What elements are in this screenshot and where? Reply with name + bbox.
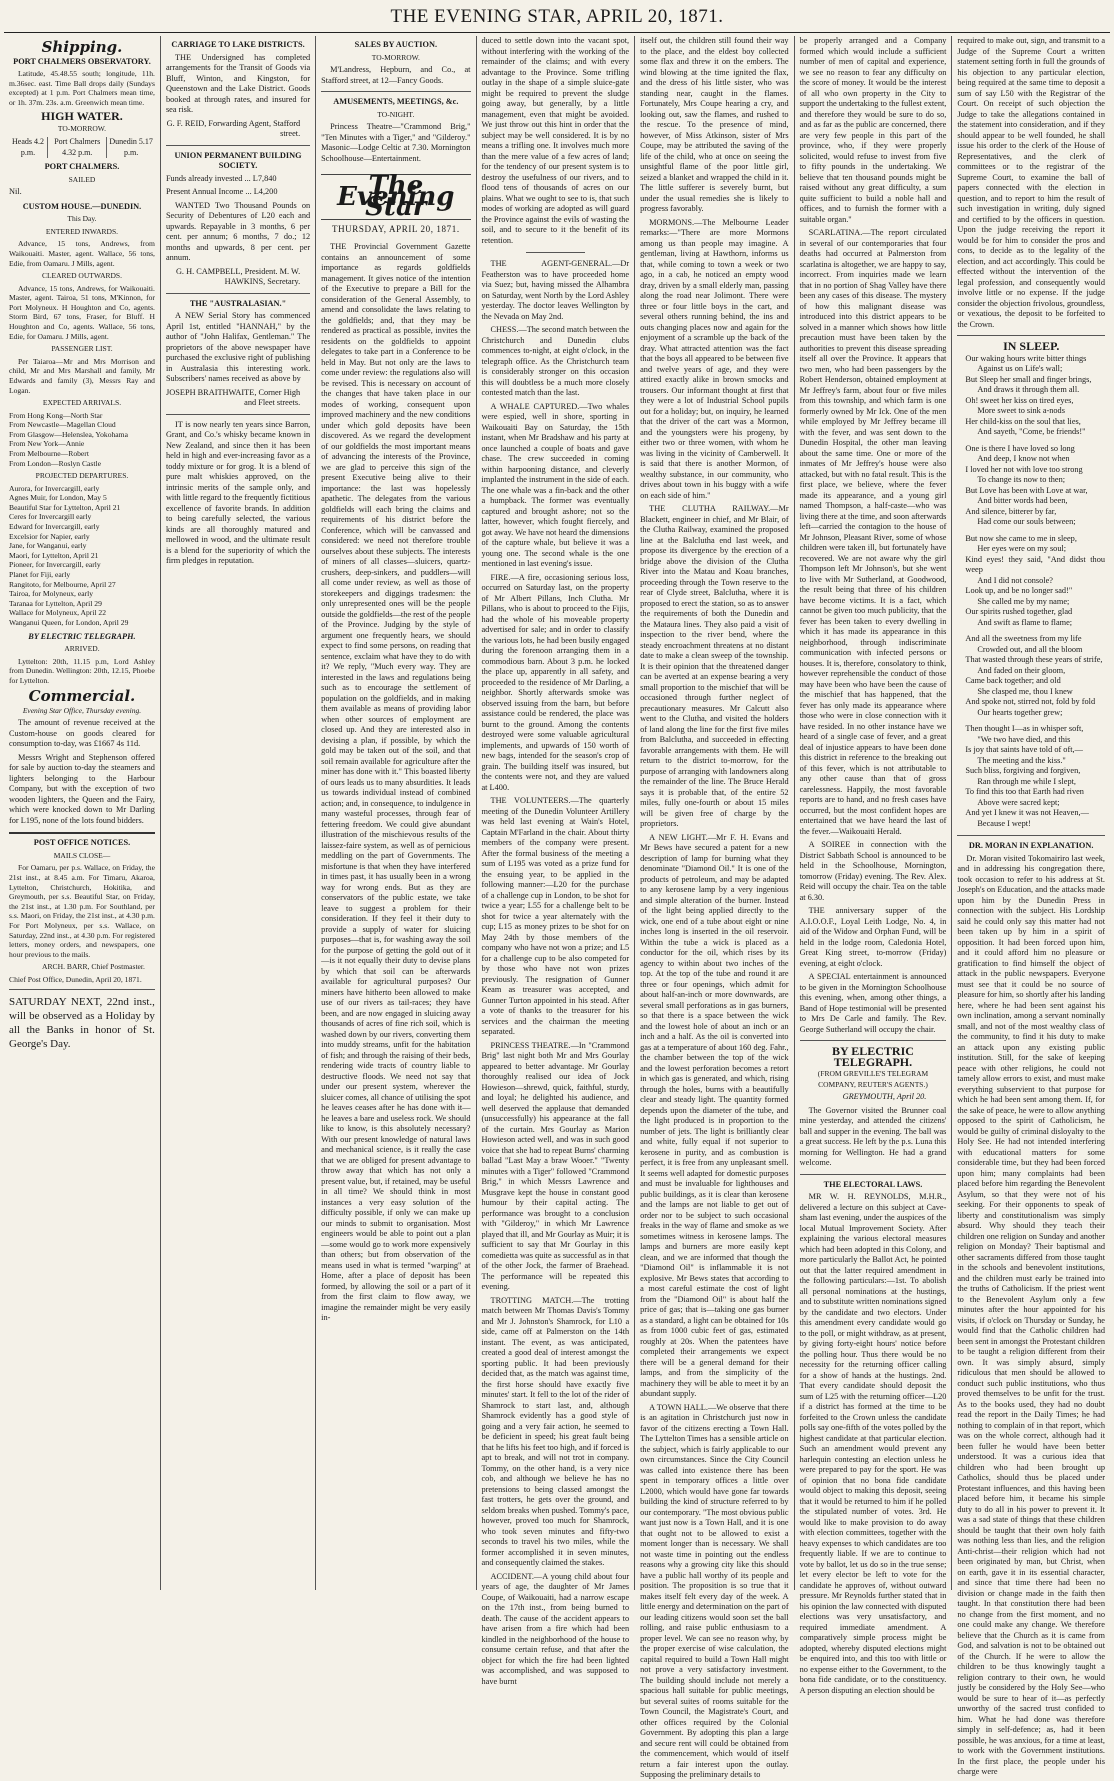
telegraph-source: (FROM GREVILLE'S TELEGRAM COMPANY, REUTER'S AGENTS.) [817,1069,929,1089]
telegraph-dateline: GREYMOUTH, April 20. [842,1092,927,1101]
list-item: From New York—Annie [9,439,85,449]
soiree-paragraph: A SOIREE in connection with the District Sabbath School is announced to be held in the Schoolhouse, Mornington, tomorrow (Friday) evening. The Rev. Alex. Reid will occupy the chair. Tea on the table at 6.30. [799,840,947,902]
inwards-heading: ENTERED INWARDS. [45,226,118,236]
whale-paragraph: A WHALE CAPTURED.—Two whales were espied, well in shore, sporting in Waikouaiti Bay on Saturday, the 15th instant, when Mr Bradshaw and his party at once launched a couple of boats and gave chase. The crew succeeded in coming within harpooning distance, and cleverly implanted the instrument in the side of each. The one whale was a fin-back and the other a humpback. The former was eventually captured and brought ashore; not so the latter, however, which fought fiercely, and got away. We have not heard the dimensions of the capture whale, but believe it was a young one. The second whale is the one mentioned in last evening's issue. [481,401,630,568]
sailed-heading: PORT CHALMERS. [44,162,120,172]
poem-stanza [957,534,1105,629]
divider [957,335,1105,336]
poem-line: Oh! sweet her kiss on tired eyes, [965,395,1074,405]
telegraph-text: The Governor visited the Brunner coal mine yesterday, and attended the citizens' ball and supper in the evening. The ball was a great success. He left by the p.s. Luna this morning for Wellington. He had a grand welcome. [799,1105,947,1167]
list-item: Wallace for Molyneux, April 22 [9,608,107,618]
column-2 [161,36,316,1590]
poem-line: But Sleep her small and finger brings, [965,374,1092,384]
fire-paragraph: FIRE.—A fire, occasioning serious loss, occurred on Saturday last, on the property of Mr Albert Pillans, Inch Clutha. Mr Pillans, who is about to proceed to the Fijis, had the whole of his moveable property advertised for sale; and in order to classify the various lots, he had been busily engaged during the forenoon arranging them in a commodious barn. About 3 p.m. he locked the place up, apparently in all safety, and proceeded to the residence of Mr Darling, a neighbor. Shortly afterwards smoke was observed issuing from the barn, but before assistance could be rendered, the place was burnt to the ground. Among the contents destroyed were some valuable agricultural implements, and upwards of 150 worth of new bags, intended for the season's crop of grain. The building itself was insured, but the contents were not, and they are valued at L400. [481,572,630,792]
tide-sub: TO-MORROW. [57,123,107,133]
post-signature: ARCH. BARR, Chief Postmaster. [41,962,145,972]
commercial-paragraph: Messrs Wright and Stephenson offered for sale by auction to-day the steamers and lighters belonging to the Harbour Company, but with the exception of two wooden lighters, the Queen and the Fairy, which were knocked down to Mr Darling for L195, none of the lots found bidders. [9,752,155,825]
poem-line: Had come our souls between; [977,517,1076,526]
list-item: Wanganui Queen, for London, April 29 [9,617,129,627]
poem-line: And draws it through them all. [977,385,1080,394]
list-item: From Hong Kong—North Star [9,410,103,420]
poem-line: And spoke not, stirred not, fold by fold [965,697,1096,706]
list-item: Jane, for Wanganui, early [9,541,87,551]
moran-text: Dr. Moran visited Tokomairiro last week, and in addressing his congregation there, took occasion to refer to his address at St. Joseph's on Education, and the attacks made upon him by the Dunedin Press in connection with the subject. His Lordship said he could only say this matter had not been taken up by him in a spirit of opposition. It had been forced upon him, and it could afford him no pleasure or gratification to find himself the object of attack in the public newspapers. Everyone must see that it could be no source of pleasure for him, so shortly after his landing here, where he had been sent against his own inclination, among a servant nominally small, and not of the most wealthy class of the community, to find it his duty to make an attack upon any existing public institution. Still, for the sake of keeping peace with other religions, he could not tamely allow errors to exist, and must make everything subservient to that purpose for which he had been sent among them. If, for the sake of peace, he were to allow anything opposed to the spirit of Catholicism, he would be guilty of criminal disloyalty to the Holy See. He had not intended interfering with educational matters for some considerable time, but they had been forced upon him; many complaints had been placed before him regarding the Benevolent Asylum, so that they were not of his seeking. For their opponents to speak of liberty and constitutionalism was simply absurd. Why should they teach their children one religion on Sunday and another religion on Monday? Their baptismal and other sacraments differed from those taught in the schools and benevolent institutions, and the children must early be trained into the truths of Catholicism. If the priest went to the Benevolent Asylum only a few minutes after the hour appointed for his visits, if o'clock on Thursday or Sunday, he would find that the Catholic children had been sent in amongst the Protestant children to be taught a religion different from their own. It was simply absurd, simply ridiculous that men should be allowed to conduct such public institutions, who thus proved themselves to be unfit for the trust. As to the books used, they had no doubt read the report in the Daily Times; he had nothing to complain of in that report, which was on the whole correct, although had it been fuller he would have been better understood. It was a curious idea that children who had been brought up Catholics, should thus be placed under Protestant influences, and this having been placed before him, it became his simple duty to do all in his power to prevent it. It was a sad state of things that these children should be taught that their own holy faith was nothing less than lies, and the religion Anti-christ—their religion which had not been originated by man, but Christ, when on earth, gave it in its essential character, and since that time there had been no division or change made in the faith then taught. In that constitution there had been no change from the first moment, and no one could make any change. We therefore believe that the Church as it is came from God, and salvation is not to be obtained out of the Church. If he were to allow the children to be thus knowingly taught a religion contrary to their own, he would justly be considered by the Holy See—who would be sure to hear of it—as perfectly unworthy of the sacred trust confided to him. What he had done was therefore simply in self-defence; as, had it been possible, he was anxious, for a time at least, to work with the Government institutions. In the first place, the people under his charge were [957,853,1105,1776]
poem-line: That wasted through these years of strife, [965,655,1103,664]
poem-line: Against us on Life's wall; [977,364,1063,373]
carriage-heading: CARRIAGE TO LAKE DISTRICTS. [171,40,305,49]
amusements-sub: TO-NIGHT. [377,109,415,119]
poem-line: Crowded out, and all the bloom [977,644,1083,654]
carriage-signature: G. F. REID, Forwarding Agent, Stafford street. [166,118,301,138]
carriage-text: THE Undersigned has completed arrangements for the Transit of Goods via Bluff, Winton, and Kingston, for Queenstown and the Lake District. Goods booked at through rates, and insured for sea risk. [165,52,311,114]
mormons-paragraph: MORMONS.—The Melbourne Leader remarks:—"There are more Mormons among us than people may imagine. A gentleman, living at Hawthorn, informs us that, while coming to town a week or two ago, in a cab, he noticed an empty wood dray, driven by a small elderly man, passing along the road near Jolimont. There were three or four little boys in the cart, and several others running behind, the ins and outs changing places now and again for the enjoyment of a scramble up the back of the dray. What attracted attention was the fact that the boys all appeared to be between five and twelve years of age, and they were attired exactly alike in brown smocks and trousers. Our informant thought at first that they were a lot of Industrial School pupils out for a holiday; but, on inquiry, he learned that the driver of the cart was a Mormon, and the youngsters were his progeny, by either two or three women, with whom he was living in the vicinity of Camberwell. It is said that there is another Mormon, of wealthy substance, in our community, who drives about town in his buggy with a wife on each side of him." [640,217,789,500]
town-hall-paragraph: A TOWN HALL.—We observe that there is an agitation in Christchurch just now in favor of the citizens erecting a Town Hall. The Lyttelton Times has a sensible article on the subject, which is fairly applicable to our own circumstances. Since the City Council was called into existence there has been spent in temporary offices a little over L2000, which would have gone far towards building the kind of structure referred to by our contemporary. "The most obvious public want just now is a Town Hall, and it is one that ought not to be allowed to exist a moment longer than is necessary. We shall not waste time in pointing out the endless reasons why a growing city like this should have a public hall worthy of its people and position. The proposition is so true that it makes itself felt every day of the week. A little energy and determination on the part of our leading citizens would soon set the ball rolling, and raise public enthusiasm to a proper level. We can see no reason why, by the proper exercise of wise calculation, the capital required to build a Town Hall might not prove a very satisfactory investment. The building should include not merely a spacious hall suitable for public meetings, but several suites of rooms suitable for the Town Council, the Magistrate's Court, and other offices required by the Colonial Government. By adopting this plan a large and secure rent will could be obtained from the commencement, which would of itself return a fair interest upon the outlay. Supposing the preliminary details to [640,1402,789,1779]
list-item: Ceres for Invercargill early [9,512,92,522]
poem-line: Our hearts together grew; [977,707,1063,717]
poem-line: But Love has been with Love at war, [965,485,1088,495]
poem-line: Because I wept! [977,818,1031,828]
whisky-advert: IT is now nearly ten years since Barron, Grant, and Co.'s whisky became known in New Zealand, and since then it has been held in high and ever-increasing favor as a toddy mixture or for grog. It is a blend of pure malt whiskies approved, on the intrinsic merits of the sample only, and with little regard to the frequently fictitious excellence of favorite brands. In addition to being carefully selected, the various kinds are all thoroughly matured and mellowed in wood, and the ultimate result is a blend for the superiority of which the firm pledges in reputation. [165,419,311,565]
theatre-paragraph: PRINCESS THEATRE.—In "Crammond Brig" last night both Mr and Mrs Gourlay appeared to better advantage. Mr Gourlay thoroughly realised our idea of Jock Howieson—shrewd, quick, faithful, sturdy, and loyal; he delighted his audience, and well deserved the applause that demanded (unsuccessfully) his appearance at the fall of the curtain. Mrs Gourlay as Marion Howieson acted well, and was in such good voice that she had to repeat Burns' charming ballad "Last May a braw Wooer." "Twenty minutes with a Tiger" followed "Crammond Brig," in which Messrs Lawrence and Musgrave kept the house in constant good humour by their capital acting. The performance was brought to a conclusion with "Gilderoy," in which Mr Lawrence played that ill, and Mr Gourlay as Muir; it is sufficient to say that Mr Gourlay in this comedietta was quite as successful as in that of the other Jock, the farmer of Braehead. The performance will be repeated this evening. [481,1040,630,1291]
masthead: THE EVENING STAR, APRIL 20, 1871. [390,6,724,27]
poem-line: Her child-kiss on the soul that lies, [965,416,1081,426]
columns [4,36,1110,1779]
clutha-railway-paragraph: THE CLUTHA RAILWAY.—Mr Blackett, engineer in chief, and Mr Blair, of the Clutha Railway, examined the proposed line at the Balclutha end last week, and propose its divergence by the erection of a bridge above the division of the Clutha River into the Matau and Koau branches, proceeding through the Town reserve to the rear of Clyde street, Balclutha, where it is proposed to erect the station, so as to answer the requirements of both the Dunedin and the Mataura lines. They also paid a visit of inspection to the river bend, where the steady encroachment threatens at no distant date to make a clean sweep of the township. It is their opinion that the threatened danger can be averted at an expense bearing a very small proportion to the mischief that will be occasioned through further neglect of precautionary measures. Mr Calcutt also went to the Clutha, and visited the holders of land along the line for the first five miles from Balclutha, and succeeded in effecting favorable arrangements with them. He will return to the district to-morrow, for the purpose of arranging with landowners along the remainder of the line. The Bruce Herald says it is probable that, of the entire 52 miles, fully one-fourth or about 15 miles will be given free of charge by the proprietors. [640,504,789,828]
poem-line: Then thought I—as in whisper soft, [965,724,1084,733]
poem-line: Look up, and be no longer sad!" [965,586,1073,595]
poem-line: And all the sweetness from my life [965,634,1082,643]
poem-heading: IN SLEEP. [1003,339,1060,353]
poem-stanza [957,724,1105,829]
column-6 [795,36,953,1695]
departures-heading: PROJECTED DEPARTURES. [35,471,129,481]
list-item: From Newcastle—Magellan Cloud [9,420,116,430]
post-text: For Oamaru, per p.s. Wallace, on Friday, the 21st inst., at 8.45 a.m. For Timaru, Akaroa, Lyttelton, Christchurch, Hokitika, and Greymouth, per s.s. Beautiful Star, on Friday, the 21st inst., at 1.30 p.m. For Southland, per s.s. Maori, on Friday, the 21st inst., at 4.30 p.m. For Port Molyneux, per s.s. Wallace, on Saturday, 22nd inst., at 4.30 p.m. For registered letters, money orders, and newspapers, one hour previous to the mails. [9,863,155,959]
accident-continued: itself out, the children still found their way to the place, and the eldest boy collected some flax and threw it on the embers. The wind blowing at the time ignited the flax, and the dress of his little sister, who was standing near, caught in the flames. Fortunately, Mrs Coupe hearing a cry, and looking out, saw the flames, and rushed to the rescue. To the presence of mind, however, of Miss Atkinson, sister of Mrs Coupe, may be attributed the saving of the life of the child, who at once on seeing the unsightful flame of the poor little girl, seized a blanket and wrapped the child in it. The little sufferer is severely burnt, but under the usual remedies she is likely to progress favorably. [640,36,789,213]
poem-line: She clasped me, thou I knew [977,686,1073,696]
sales-sub: TO-MORROW. [371,52,420,62]
poem-line: To find this too that Earth had riven [965,787,1084,796]
post-sub: MAILS CLOSE— [53,850,111,860]
poem-stanza [957,354,1105,438]
divider [166,414,310,415]
poem-stanza [957,634,1105,718]
australasian-signature: JOSEPH BRAITHWAITE, Corner High and Fleet streets. [166,387,301,407]
electoral-continued: required to make out, sign, and transmit to a Judge of the Supreme Court a written statement setting forth in full the grounds of his objection to any particular election, being required at the same time to deposit a sum of say L50 with the Registrar of the Court. On receipt of such objection the Judge to take the allegations contained in the statement into consideration, and if they should appear to be well founded, he shall issue his order to the clerk of the House of Representatives, and the clerk of committees or to the registrar of the Supreme Court, to examine the ball of papers connected with the election in question, and to report to him the result of such investigation in writing, duly signed and certified to by the officers in question. Upon the judge receiving the report it would be for him to consider the pros and cons, to decide as to the legality of the election, and act accordingly. This could be effected without the intervention of the legal profession, and consequently would involve little or no expense. If the judge consider the objection frivolous, groundless, or vexatious, the deposit to be forfeited to the Crown. [957,36,1105,329]
poem-line: Is joy that saints have told of oft,— [965,745,1083,754]
poem-line: To change its now to then; [977,475,1066,484]
list-item: Aurora, for Invercargill, early [9,483,100,493]
poem-line: And sayeth, "Come, be friends!" [977,427,1086,436]
divider [800,1174,947,1175]
inwards-text: Advance, 15 tons, Andrews, from Waikouaiti. Master, agent. Wallace, 56 tons, Edie, from Oamaru. J Mills, agent. [9,239,155,268]
commercial-office: Evening Star Office, Thursday evening. [22,705,142,715]
telegraph-heading: BY ELECTRIC TELEGRAPH. [832,1044,914,1069]
telegraph-heading: BY ELECTRIC TELEGRAPH. [28,631,136,641]
telegraph-sub: ARRIVED. [64,644,100,654]
poem-line: One is there I have loved so long [965,443,1075,453]
scarlatina-paragraph: SCARLATINA.—The report circulated in several of our contemporaries that four deaths had occurred at Palmerston from scarlatina is altogether, we are happy to say, incorrect. From inquiries made we learn that in no portion of Shag Valley have there been any cases of this disease. The mystery of how this malignant disease was introduced into this district appears to be solved in a manner which shows how little precaution must have been taken by the authorities to prevent this disease spreading itself all over the Province. It appears that two men, who had been passengers by the Robert Henderson, obtained employment at Mr Jeffrey's farm, about four or five miles from this township, and which farm is one formerly owned by Mr Ick. One of the men while employed by Mr Jeffrey became ill with the fever, and was sent down to the Dunedin Hospital, the other man leaving about the same time. One or more of the inmates of Mr Jeffrey's house were also attacked, but with no fatal result. This is the first place, we believe, where the fever made its appearance, and a young girl named Thompson, a half-caste—who was living there at the time, and soon afterwards left—carried the contagion to the house of Mr Johnson, Pleasant River, some of whose children were taken ill, but fortunately have recovered. We are not aware why the girl Thompson left Mr Johnson's, but she went to live with Mr Sutherland, at Goodwood, the result being that three of his children have become victims. It is a fact, which cannot be given too much publicity, that the fever has been taken to every dwelling in which it has made its appearance in this neighborhood, through indiscriminate communication with infected persons or houses. It is, therefore, consolatory to think, however reprehensible the conduct of those may have been who have been the cause of the mischief that has happened, that the fever has only made its appearance where those who were in close connection with it have resided. In no other instance have we heard of a single case of fever, and a great deal of injustice appears to have been done this district in reference to the breaking out of this fever, which is not attributable to any other cause than that of gross carelessness. Happily, the most favorable reports are to hand, and no fresh cases have occurred, but the most confident hopes are entertained that we have heard the last of the fever.—Waikouaiti Herald. [799,228,947,836]
tide-cell: Dunedin 5.17 p.m. [109,137,153,157]
poem-line: Her eyes were on my soul; [977,544,1067,553]
expected-list [9,411,155,469]
special-entertainment-paragraph: A SPECIAL entertainment is announced to be given in the Mornington Schoolhouse this evening, when, among other things, a Band of Hope testimonial will be presented to Mrs De Carle and family. The Rev. George Sutherland will occupy the chair. [799,972,947,1034]
poem-line: I loved her not with love too strong [965,464,1083,474]
list-item: From London—Roslyn Castle [9,458,101,468]
divider [957,835,1105,836]
customs-heading: CUSTOM HOUSE.—DUNEDIN. [22,201,142,211]
poem-line: And deep, I know not when [977,454,1070,463]
divider [526,252,585,253]
column-1 [4,36,161,1590]
sailed-text: Nil. [9,187,22,197]
observatory-text: Latitude, 45.48.55 south; longitude, 11h. m.36sec. east. Time Ball drops daily (Sundays excepted) at 1 p.m. Port Chalmers mean time, or 1h. 37m. 23s. a.m. Greenwich mean time. [9,69,155,107]
sales-heading: SALES BY AUCTION. [354,40,438,49]
post-office: Chief Post Office, Dunedin, April 20, 1871. [9,974,142,984]
list-item: Tairoa, for Molyneux, early [9,589,94,599]
union-income: Present Annual Income ... L4,200 [165,187,278,196]
passenger-text: Per Taiaroa—Mr and Mrs Morrison and child, Mr and Mrs Marshall and family, Mr Edwards and family (3), Messrs Ray and Logan. [9,356,155,395]
sailed-sub: SAILED [68,174,96,184]
column-3 [316,36,476,1590]
sales-text: M'Landress, Hepburn, and Co., at Stafford street, at 12—Fancy Goods. [321,65,471,85]
passenger-heading: PASSENGER LIST. [51,344,113,354]
list-item: Agnes Muir, for London, May 5 [9,493,107,503]
poem-line: And swift as flame to flame; [977,617,1073,627]
oddfellows-paragraph: THE anniversary supper of the A.I.O.O.F., Loyal Leith Lodge, No. 4, in aid of the Widow and Orphan Fund, will be held in the lodge room, Caledonia Hotel, Great King street, to-morrow (Friday) evening, at eight o'clock. [799,906,947,968]
commercial-paragraph: The amount of revenue received at the Custom-house on goods cleared for consumption to-day, was £1667 4s 11d. [9,718,155,749]
list-item: Pioneer, for Invercargill, early [9,560,101,570]
customs-sub: This Day. [67,214,97,224]
moran-heading: DR. MORAN IN EXPLANATION. [968,841,1094,850]
expected-heading: EXPECTED ARRIVALS. [42,398,122,408]
australasian-text: A NEW Serial Story has commenced April 1st, entitled "HANNAH," by the author of "John Halifax, Gentleman." The proprietors of the above newspaper have purchased the exclusive right of publishing in Australasia this interesting work. Subscribers' names received as above by [165,311,311,383]
divider [800,1040,947,1041]
list-item: From Melbourne—Robert [9,448,89,458]
poem-line: "We two have died, and this [977,734,1071,744]
australasian-heading: THE "AUSTRALASIAN." [189,298,287,308]
divider [321,91,470,92]
observatory-heading: PORT CHALMERS OBSERVATORY. [13,56,151,66]
post-heading: POST OFFICE NOTICES. [33,838,131,848]
leader-article: THE Provincial Government Gazette contains an announcement of some importance as regards goldfields management. It gives notice of the intention of the Executive to prepare a Bill for the consideration of the General Assembly, to amend and consolidate the laws relating to the goldfields; and, that they may be rendered as practical as possible, invites the residents on the goldfields to appoint delegates to take part in a Conference to be held in May. But not only are the laws to come under review: the regulations also will be revised. This is necessary on account of the changes that have taken place in our modes of working, consequent upon improved machinery and the new conditions under which gold deposits have been discovered. As we regard the development of our goldfields the most important means of advancing the interests of the Province, we are glad to perceive this sign of the present Executive being alive to their importance: the last was hopelessly apathetic. The delegates from the various goldfields will each bring the claims and requirements of his district before the Conference, which will be canvassed and considered: we need not therefore trouble ourselves about these subjects. The interests of miners of all classes—sluicers, quartz-crushers, deep-sinkers, and puddlers—will all come under review, as well as those of storekeepers and diggings tradesmen: the only unrepresented ones will be the people outside the goldfields—the rest of the people of the Province. Judging by the style of argument one frequently hears, we should expect to find some persons, on reading that sentence, exclaim what have they to do with it? We reply, "Much every way. They are interested in the laws and regulations being such as to encourage the settlement of population on the goldfields, and in making them available as means of providing labor when other sources of employment are closed up. And they are interested also in devising a plan, if possible, by which the gold may be taken out of the soil, and that soil remain available for agriculture after the miner has done with it." This boasted liberty of ours leads us to many absurdities. It leads us towards individual instead of combined action; and, in consequence, to indulgence in many wasteful processes, through fear of fettering freedom. We could give abundant illustration of the mischievous results of the laissez-faire system, as well as of pernicious meddling on the part of Governments. The misfortune is that when they have interfered in times past, it has usually been in a wrong way for wrong ends. But as they are conservators of the public estate, we take leave to suggest a problem for their consideration. If they feel it their duty to provide a supply of water for sluicing purposes—that is, for washing away the soil for the purpose of getting the gold out of it—is it not equally their duty to devise plans by which that soil can be afterwards available for agricultural purposes? Our miners have hitherto been allowed to make use of our rivers as tail-races; they have been, and are now engaged in sluicing away thousands of acres of fine rich soil, which is washed down by our rivers, converting them into muddy streams, unfit for the habitation of fish; and through the raising of their beds, rendering wide tracts of country liable to destructive floods. We need not say that under our present system, wherever the sluicer comes, all chance of utilising the spot he leaves ceases after he has done with it—he leaves a bare and useless rock. We should like to know, is this absolutely necessary? With our present knowledge of natural laws and mechanical science, is it really the case that we are obliged for present advantage to throw away that which has not only a present value, but, if retained, may be useful in all time? We should think in most instances a very easy solution of the difficulty possible, if only we can make up our minds to submit to organisation. Most engineers would be able to point out a plan—some would go to work more expensively than others; but from observation of the means used in what is termed "warping" at Home, after a place of deposit has been formed, by allowing the soil or a part of it from the first claim to flow away, we imagine the remainder might be very easily in- [321,242,471,1322]
divider [166,145,310,146]
union-signature: G. H. CAMPBELL, President. M. W. HAWKINS, Secretary. [175,266,301,286]
poem-line: Ran through me while I slept, [977,776,1076,786]
list-item: Beautiful Star for Lyttelton, April 21 [9,502,121,512]
divider [9,989,155,990]
column-7 [952,36,1110,1776]
commercial-heading: Commercial. [28,687,136,706]
volunteers-paragraph: THE VOLUNTEERS.—The quarterly meeting of the Dunedin Volunteer Artillery was held last evening at Wain's Hotel, Captain M'Farland in the chair. About thirty members of the company were present. After the formal business of the meeting a sum of L195 was voted as a prize fund for the ensuing year, to be applied in the following manner:—L20 for the purchase of a challenge cup in London, to be shot for twice a year; L55 for a challenge belt to be shot for twice a year alternately with the cup; L15 as money prizes to be shot for on May 24th by those members of the company who have not won a prize; and L5 for a challenge cup to be also competed for by those who have not won prizes previously. The resignation of Gunner Keam as treasurer was accepted, and Gunner Turton appointed in his stead. After a vote of thanks to the treasurer for his services and the chairman the meeting separated. [481,796,630,1036]
union-text: WANTED Two Thousand Pounds on Security of Debentures of L20 each and upwards. Repayable in 3 months, 6 per cent. per annum; 6 months, 7 do.; 12 months and upwards, 8 per cent. per annum. [165,200,311,262]
agent-general-paragraph: THE AGENT-GENERAL.—Dr Featherston was to have proceeded home via Suez; but, having missed the Alhambra on Saturday, went North by the Lord Ashley yesterday. The doctor leaves Wellington by the Nevada on May 2nd. [481,259,630,321]
poem-line: And yet I knew it was not Heaven,— [965,808,1089,817]
list-item: Taranaa for Lyttelton, April 29 [9,598,102,608]
poem-line: And bitter words had been, [977,496,1068,505]
poem [957,354,1105,830]
poem-line: But now she came to me in sleep, [965,533,1077,543]
list-item: Edward for Invercargill, early [9,522,100,532]
departures-list [9,484,155,628]
town-hall-continued: be properly arranged and a Company formed which would include a sufficient number of men of capital and experience, we see no reason to fear any difficulty on the score of money. It would be the interest of all who own property in the City to support the undertaking to the fullest extent, and therefore they would be sure to do so, and as far as the public are concerned, there are very few people in this part of the province, who, if they were properly solicited, would refuse to invest from five to fifty pounds in the undertaking. We believe that ten thousand pounds might be raised without any great difficulty, a sum quite sufficient to build a noble hall and offices, and to furnish the former with a suitable organ." [799,36,947,224]
holiday-notice: SATURDAY NEXT, 22nd inst., will be observed as a Holiday by all the Banks in honor of St. George's Day. [9,996,155,1051]
accident-paragraph: ACCIDENT.—A young child about four years of age, the daughter of Mr James Coupe, of Waikouaiti, had a narrow escape on the 17th inst., from being burned to death. The cause of the accident appears to have arisen from a fire which had been kindled in the neighborhood of the house to consume certain refuse, and that after the object for which the fire had been lighted was accomplished, and was supposed to have burnt [481,1571,630,1686]
masthead-rule [4,32,1110,33]
trotting-paragraph: TROTTING MATCH.—The trotting match between Mr Thomas Davis's Tommy and Mr J. Johnston's Shamrock, for L10 a side, came off at Palmerston on the 14th instant. The event, as was anticipated, created a good deal of interest amongst the sporting public. It had been previously decided that, as the match was against time, the first horse should have exactly five minutes' start. It fell to the lot of the rider of Shamrock to start last, and, although Shamrock evidently has a good style of going and a very fair action, he seemed to be deficient in speed; his great fault being that he lifts his feet too high, and if forced is apt to break, and will not trot in company. Tommy, on the other hand, is a very nice cob, and although we believe he has no pretensions to being classed amongst the fast trotters, he gets over the ground, and seldom breaks when pushed. Tommy's pace, however, proved too much for Shamrock, who took seven minutes and fifty-two seconds to travel his two miles, while the former accomplished it in seven minutes, and consequently claimed the stakes. [481,1295,630,1567]
divider [9,832,155,834]
column-5 [635,36,794,1779]
list-item: Rangitoto, for Melbourne, April 27 [9,579,116,589]
poem-line: Kind eyes! they said, "And didst thou weep [965,554,1105,574]
poem-line: Such bliss, forgiving and forgiven, [965,766,1081,775]
poem-stanza [957,444,1105,528]
chess-paragraph: CHESS.—The second match between the Christchurch and Dunedin clubs commences to-night, at eight o'clock, in the telegraph office. As the Christchurch team is considerably stronger on this occasion this will doubtless be a much more closely contested match than the last. [481,325,630,397]
list-item: Planet for Fiji, early [9,570,71,579]
poem-line: And silence, bitterer by far, [965,506,1057,516]
list-item: Maori, for Lyttelton, April 21 [9,550,99,560]
list-item: Excelsior for Napier, early [9,531,90,541]
poem-line: Came back together; and old [965,676,1061,685]
union-funds: Funds already invested ... L7,840 [165,173,277,183]
union-heading: UNION PERMANENT BUILDING SOCIETY. [174,150,302,170]
tide-cell: Port Chalmers 4.32 p.m. [48,137,107,158]
shipping-heading: Shipping. [41,38,123,56]
electoral-text: MR W. H. REYNOLDS, M.H.R., delivered a lecture on this subject at Cave-sham last evening, under the auspices of the local Mutual Improvement Society. After explaining the various electoral measures which had been adopted in this Colony, and more particularly the Ballot Act, he pointed out that the latter required amendment in the following particulars:—1st. To abolish all personal nominations at the hustings, and to substitute written nominations signed by the candidate and two electors. Under this amendment every candidate would go to the poll, or might withdraw, as at present, by giving forty-eight hours' notice before the polling hour. Thus there would be no necessity for the returning officer calling for a show of hands at the hustings. 2nd. That every candidate should deposit the sum of L25 with the returning officer—L20 if a district has formed at the time to be forfeited to the Crown unless the candidate polls say one-fifth of the votes polled by the highest candidate at that particular election. Such an amendment would prevent any harlequin contesting an election unless he were prepared to pay for the sport. He was of opinion that no bona fide candidate would object to making this deposit, seeing that it would be returned to him if he polled the stipulated number of votes. 3rd. He would like to make provision to do away with election committees, together with the heavy expenses to which candidates are too frequently liable. If we are to continue to vote by ballot, let us do so in the true sense; let every elector be left to vote for the candidate he approves of, without outward pressure. Mr Reynolds further stated that in his opinion the law connected with disputed elections was very unsatisfactory, and required immediate amendment. A comparatively simple process might be adopted, whereby disputed elections might be enquired into, and this too with little or no expense either to the Government, to the bona fide candidate, or to the constituency. A person disputing an election should be [799,1192,947,1695]
poem-line: And I did not console? [977,575,1053,585]
list-item: From Glasgow—Helenslea, Yokohama [9,429,128,439]
column-4 [477,36,636,1686]
poem-line: Our spirits rushed together, glad [965,607,1073,616]
amusements-text: Princess Theatre—"Crammond Brig," "Ten Minutes with a Tiger," and "Gilderoy." Masonic—Lodge Celtic at 7.30. Mornington Schoolhouse—Entertainment. [321,122,471,163]
paper-date: THURSDAY, APRIL 20, 1871. [331,223,460,234]
outwards-heading: CLEARED OUTWARDS. [41,271,122,281]
poem-line: The meeting and the kiss." [977,755,1066,765]
poem-line: Above were sacred kept; [977,797,1060,807]
poem-line: Our waking hours write bitter things [965,353,1087,363]
paper-title-logo: The Evening Star [321,174,470,220]
poem-line: She called me by my name; [977,596,1070,606]
tide-heading: HIGH WATER. [41,109,123,124]
amusements-heading: AMUSEMENTS, MEETINGS, &c. [333,97,459,106]
telegraph-text: Lyttelton: 20th, 11.15 p.m, Lord Ashley from Dunedin. Wellington: 20th, 12.15, Phoebe for Lyttelton. [9,656,155,685]
poem-line: And faded on their gloom, [977,665,1066,675]
outwards-text: Advance, 15 tons, Andrews, for Waikouaiti. Master, agent. Tairoa, 51 tons, M'Kinnon, for Port Molyneux. H Houghton and Co, agents. Storm Bird, 67 tons, Fraser, for Bluff. H Houghton and Co, agents. Wallace, 56 tons, Edie, for Oamaru. J Mills, agent. [9,283,155,341]
tide-table [9,137,155,158]
leader-continued: duced to settle down into the vacant spot, without interfering with the working of the remainder of the claims; and with every advantage to the Province. Some trifling outlay in the shape of a simple sluice-gate might be required to prevent the sludge going away, but generally, by a little management, even that might be avoided. We just throw out this hint in order that the subject may be well considered. It is by no means a trifling one. It involves much more than the mere value of a few acres of land; for the tendency of our present system is to destroy the usefulness of our rivers, and to flood tens of thousands of acres on our plains. What we ought to see to is, that such modes of working are adopted as will guard the Province against the evils of wasting the soil, and to secure to it the benefit of its retention. [481,36,630,245]
electoral-heading: THE ELECTORAL LAWS. [823,1179,923,1189]
new-light-paragraph: A NEW LIGHT.—Mr F. H. Evans and Mr Bews have secured a patent for a new description of lamp for burning what they denominate "Diamond Oil." It is one of the products of petroleum, and may be adapted to any kerosene lamp by a very ingenious and simple alteration of the burner. Instead of the light being applied directly to the wick, one end of a tube about eight or nine inches long is inserted in the oil reservoir. Within the tube a wick is placed as a conductor for the oil, which rises by its agency to within about two inches of the top. At the top of the tube and round it are three or four openings, which admit for about half-an-inch or more downwards, are several small perforations as in gas burners, so that there is a space between the wick and the lowest hole of about an inch or an inch and a half. As the oil is converted into gas at a temperature of about 160 deg. Fahr., the chamber between the top of the wick and the lowest perforation becomes a retort in which gas is generated, and which, rising through the holes, burns with a beautifully clear and steady light. The quantity formed depends upon the diameter of the tube, and the light produced is in proportion to the number of jets. The light is brilliantly clear and white, fully equal if not superior to kerosene in purity, and as combustion is perfect, it is free from any unpleasant smell. It seems well adapted for domestic purposes and must be invaluable for lighthouses and public buildings, as it is clear than kerosene and the lamps are not liable to get out of order nor to be subject to such occasional freaks in the way of flame and smoke as we sometimes witness in kerosene lamps. The lamps and burners are more easily kept clean, and we are informed that though the "Diamond Oil" is inflammable it is not explosive. Mr Bews states that according to a most careful estimate the cost of light from the "Diamond Oil" is about half the price of gas; that is—taking one gas burner as a standard, a light can be obtained for 10s as from 1000 cubic feet of gas, estimated roughly at 20s. When the patentees have completed their arrangements we expect there will be a general demand for their lamps, and from the simplicity of the machinery they will be able to meet it by an abundant supply. [640,832,789,1398]
poem-line: More sweet to sink a-nods [977,406,1065,415]
divider [166,293,310,294]
tide-cell: Heads 4.2 p.m. [9,137,48,158]
